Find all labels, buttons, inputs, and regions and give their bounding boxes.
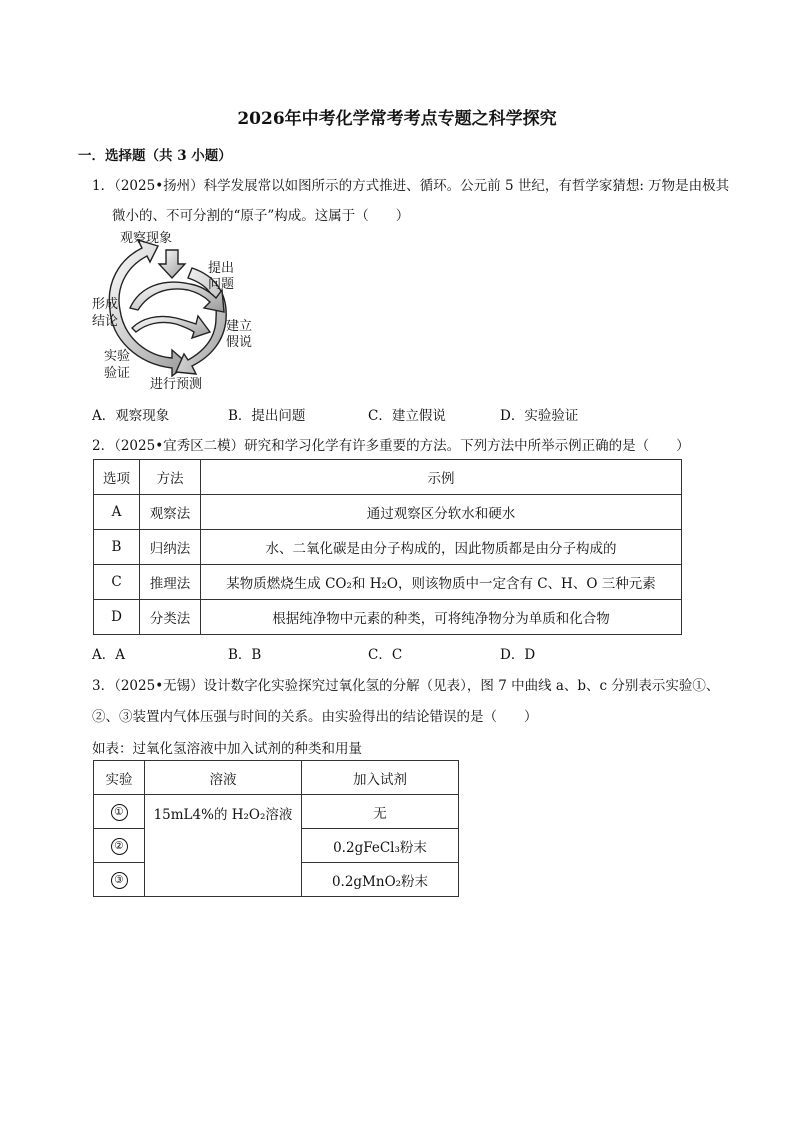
row-option: D xyxy=(94,600,140,635)
q2-option-b[interactable]: B．B xyxy=(228,647,262,663)
q1-option-b[interactable]: B．提出问题 xyxy=(228,408,306,424)
label-ask-1: 提出 xyxy=(208,261,235,276)
label-conclude-1: 形成 xyxy=(92,297,119,312)
header-example: 示例 xyxy=(201,460,682,495)
row-option: B xyxy=(94,530,140,565)
q3-stem-line2: ②、③装置内气体压强与时间的关系。由实验得出的结论错误的是（ ） xyxy=(92,709,538,725)
row-example: 水、二氧化碳是由分子构成的，因此物质都是由分子构成的 xyxy=(201,530,682,565)
table-row xyxy=(94,600,682,635)
experiment-number: ① xyxy=(111,804,128,821)
reagent-cell: 无 xyxy=(302,795,459,829)
header-option: 选项 xyxy=(94,460,140,495)
row-method: 分类法 xyxy=(140,600,201,635)
table-row xyxy=(94,795,459,829)
q3-stem-line1: 3．（2025•无锡）设计数字化实验探究过氧化氢的分解（见表），图 7 中曲线 a、b、c 分别表示实验①、 xyxy=(92,678,720,694)
header-experiment: 实验 xyxy=(94,761,145,795)
label-hypothesis-2: 假说 xyxy=(226,335,253,350)
q2-stem: 2．（2025•宜秀区二模）研究和学习化学有许多重要的方法。下列方法中所举示例正确的是（ ） xyxy=(92,438,690,454)
q1-option-d[interactable]: D．实验验证 xyxy=(500,408,579,424)
row-example: 某物质燃烧生成 CO₂和 H₂O，则该物质中一定含有 C、H、O 三种元素 xyxy=(201,565,682,600)
q1-option-c[interactable]: C．建立假说 xyxy=(368,408,446,424)
q2-options xyxy=(92,643,692,663)
table-header-row xyxy=(94,460,682,495)
table-row xyxy=(94,565,682,600)
section-heading: 一．选择题（共 3 小题） xyxy=(78,148,232,164)
row-option: A xyxy=(94,495,140,530)
q2-methods-table xyxy=(93,459,682,635)
q1-option-a[interactable]: A．观察现象 xyxy=(92,408,170,424)
table-row xyxy=(94,530,682,565)
label-hypothesis-1: 建立 xyxy=(226,319,253,334)
label-predict: 进行预测 xyxy=(150,377,203,392)
label-conclude-2: 结论 xyxy=(92,314,119,329)
row-method: 观察法 xyxy=(140,495,201,530)
table-row xyxy=(94,495,682,530)
q1-options xyxy=(92,404,692,424)
science-cycle-diagram xyxy=(92,228,262,396)
q1-stem-line2: 微小的、不可分割的“原子”构成。这属于（ ） xyxy=(112,208,410,224)
q2-option-a[interactable]: A．A xyxy=(92,647,125,663)
reagent-cell: 0.2gFeCl₃粉末 xyxy=(302,829,459,863)
label-observe: 观察现象 xyxy=(120,231,173,246)
header-reagent: 加入试剂 xyxy=(302,761,459,795)
solution-cell: 15mL4%的 H₂O₂溶液 xyxy=(145,795,302,897)
page-title: 2026年中考化学常考考点专题之科学探究 xyxy=(237,109,557,129)
row-example: 根据纯净物中元素的种类，可将纯净物分为单质和化合物 xyxy=(201,600,682,635)
experiment-number: ② xyxy=(111,838,128,855)
reagent-cell: 0.2gMnO₂粉末 xyxy=(302,863,459,897)
q3-table-caption: 如表：过氧化氢溶液中加入试剂的种类和用量 xyxy=(92,741,362,757)
label-ask-2: 问题 xyxy=(208,277,235,292)
table-header-row xyxy=(94,761,459,795)
row-example: 通过观察区分软水和硬水 xyxy=(201,495,682,530)
q3-reagent-table xyxy=(93,760,459,897)
row-method: 归纳法 xyxy=(140,530,201,565)
label-verify-2: 验证 xyxy=(104,366,131,381)
header-method: 方法 xyxy=(140,460,201,495)
q1-stem-line1: 1．（2025•扬州）科学发展常以如图所示的方式推进、循环。公元前 5 世纪，有哲学家猜想: 万物是由极其 xyxy=(92,178,730,194)
row-option: C xyxy=(94,565,140,600)
q2-option-d[interactable]: D．D xyxy=(500,647,536,663)
header-solution: 溶液 xyxy=(145,761,302,795)
q2-option-c[interactable]: C．C xyxy=(368,647,403,663)
row-method: 推理法 xyxy=(140,565,201,600)
label-verify-1: 实验 xyxy=(104,349,131,364)
experiment-number: ③ xyxy=(111,872,128,889)
